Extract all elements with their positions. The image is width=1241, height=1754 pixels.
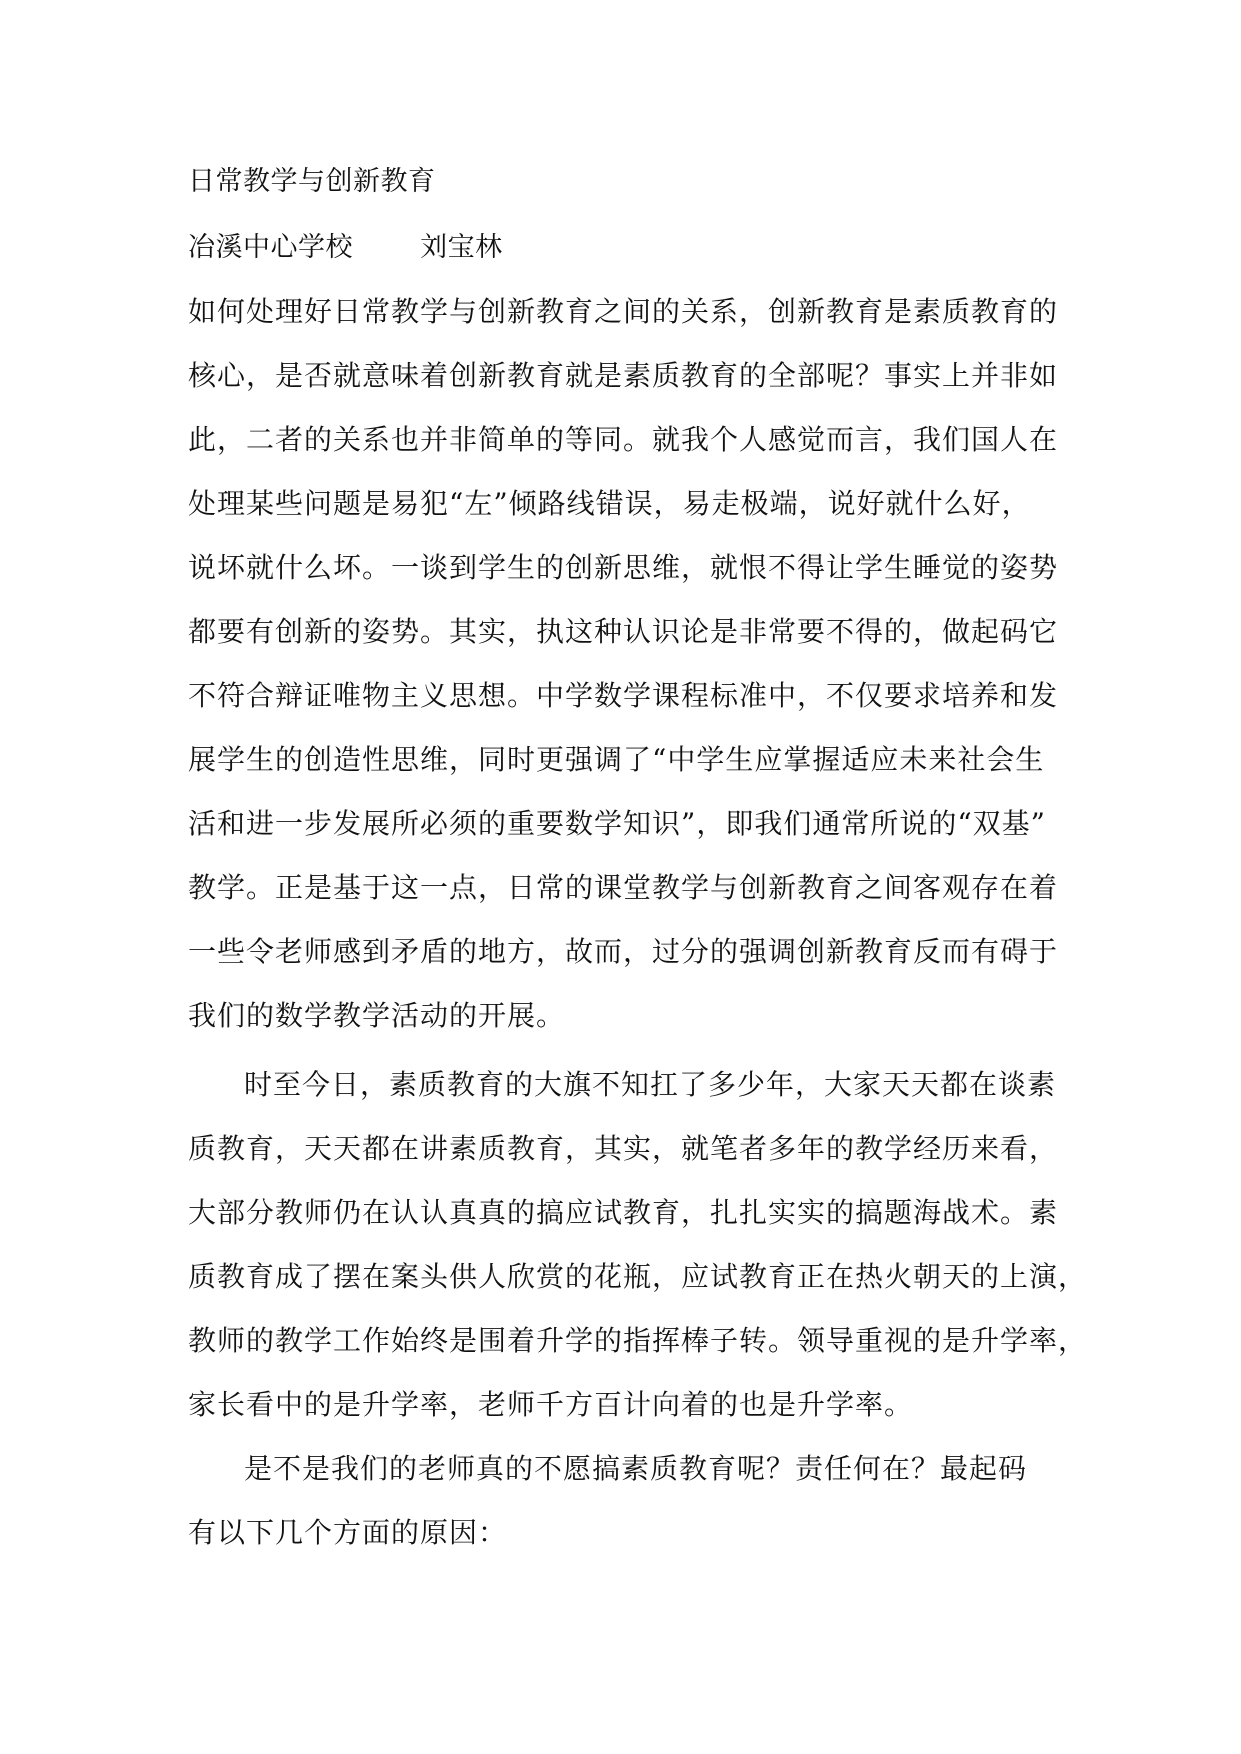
paragraph-line: 家长看中的是升学率，老师千方百计向着的也是升学率。 [188,1388,914,1421]
paragraph-line: 质教育成了摆在案头供人欣赏的花瓶，应试教育正在热火朝天的上演， [188,1260,1088,1293]
paragraph-line: 展学生的创造性思维，同时更强调了“中学生应掌握适应未来社会生 [188,743,1045,776]
paragraph-line: 时至今日，素质教育的大旗不知扛了多少年，大家天天都在谈素 [244,1068,1057,1101]
document-title: 日常教学与创新教育 [188,166,436,197]
paragraph-line: 质教育，天天都在讲素质教育，其实，就笔者多年的教学经历来看， [188,1132,1059,1165]
paragraph-line: 有以下几个方面的原因： [188,1516,508,1549]
paragraph-line: 不符合辩证唯物主义思想。中学数学课程标准中，不仅要求培养和发 [188,679,1059,712]
paragraph-line: 是不是我们的老师真的不愿搞素质教育呢？责任何在？最起码 [244,1452,1028,1485]
paragraph-line: 活和进一步发展所必须的重要数学知识”，即我们通常所说的“双基” [188,807,1046,840]
byline [188,228,503,268]
paragraph-line: 大部分教师仍在认认真真的搞应试教育，扎扎实实的搞题海战术。素 [188,1196,1059,1229]
paragraph-line: 说坏就什么坏。一谈到学生的创新思维，就恨不得让学生睡觉的姿势 [188,551,1059,584]
paragraph-line: 处理某些问题是易犯“左”倾路线错误，易走极端，说好就什么好， [188,487,1031,520]
paragraph-line: 我们的数学教学活动的开展。 [188,999,566,1032]
paragraph-line: 都要有创新的姿势。其实，执这种认识论是非常要不得的，做起码它 [188,615,1059,648]
paragraph-line: 教师的教学工作始终是围着升学的指挥棒子转。领导重视的是升学率， [188,1324,1088,1357]
paragraph-line: 核心，是否就意味着创新教育就是素质教育的全部呢？事实上并非如 [188,359,1059,392]
paragraph-3 [188,1437,1027,1565]
paragraph-2 [188,1053,1087,1437]
paragraph-line: 此，二者的关系也并非简单的等同。就我个人感觉而言，我们国人在 [188,423,1059,456]
paragraph-line: 教学。正是基于这一点，日常的课堂教学与创新教育之间客观存在着 [188,871,1059,904]
school-name: 冶溪中心学校 [188,232,353,263]
paragraph-1 [188,280,1058,1048]
paragraph-line: 如何处理好日常教学与创新教育之间的关系，创新教育是素质教育的 [188,295,1059,328]
author-name: 刘宝林 [420,232,503,263]
paragraph-line: 一些令老师感到矛盾的地方，故而，过分的强调创新教育反而有碍于 [188,935,1059,968]
